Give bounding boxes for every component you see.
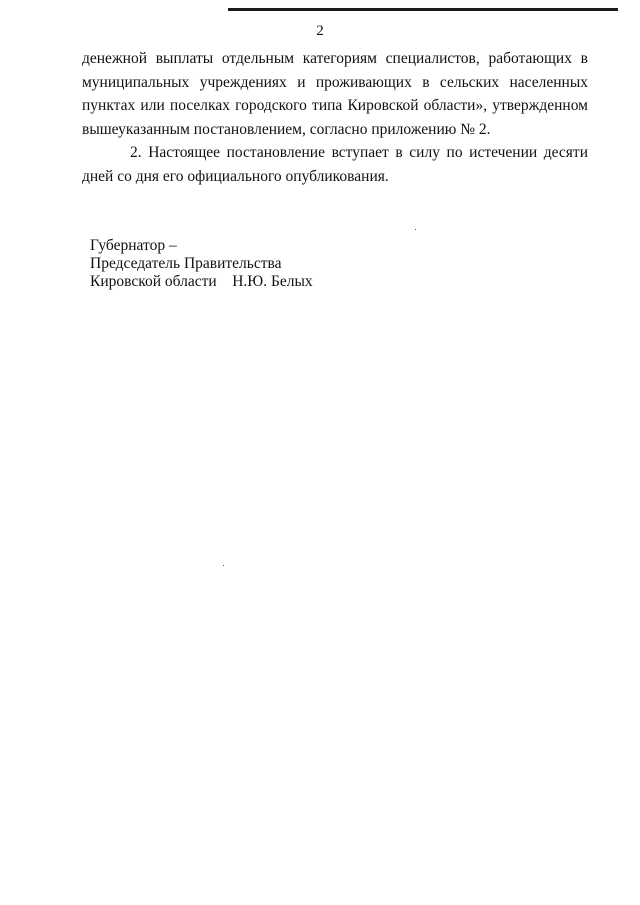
- scan-speck: [223, 565, 224, 566]
- paragraph-item-2: 2. Настоящее постановление вступает в силу по истечении десяти дней со дня его официального опубликования.: [82, 144, 588, 185]
- signature-title-line: Губернатор –: [90, 237, 177, 254]
- signature-position-line: Председатель Правительства: [90, 255, 282, 272]
- signature-block: [90, 237, 313, 291]
- paragraph-continuation: денежной выплаты отдельным категориям специалистов, работающих в муниципальных учреждениях и проживающих в сельских населенных пунктах или поселках городского типа Кировской области», утвержденном вышеуказанным постановлением, согласно приложению № 2.: [82, 50, 588, 138]
- signature-name-line: Кировской области Н.Ю. Белых: [90, 273, 313, 290]
- scan-speck: [415, 229, 416, 230]
- top-rule: [228, 8, 618, 11]
- page-number: 2: [316, 23, 324, 39]
- document-body: [82, 47, 588, 188]
